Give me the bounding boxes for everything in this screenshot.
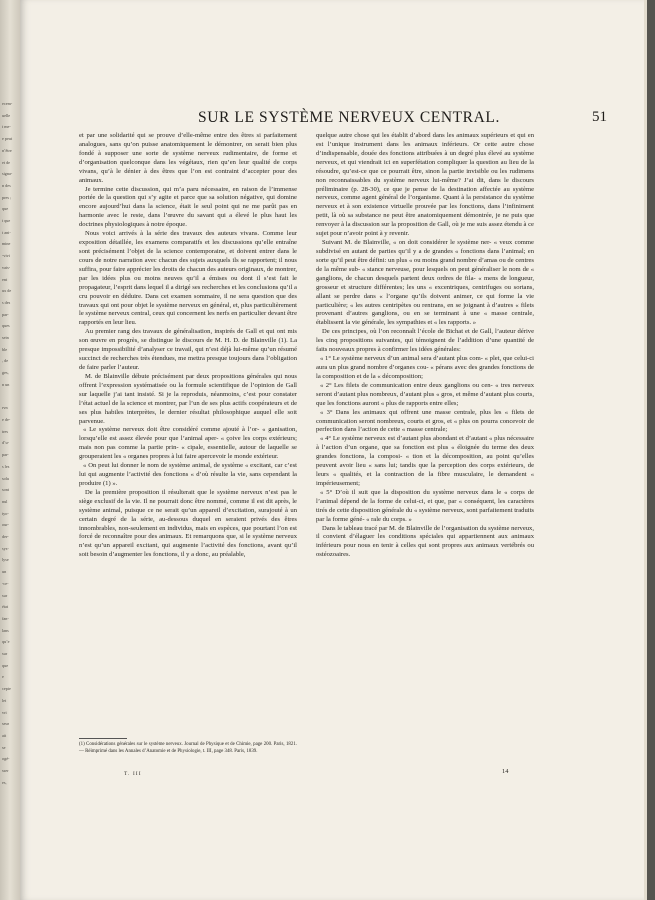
paragraph: et par une solidarité qui se prouve d’elle-même entre des êtres si parfaitement analogues, sans qu’on puisse anatomiquement le démontrer, on serait bien plus fondé à supposer une sorte de système nerveux rudimentaire, de forme et d’organisation quelconque dans les végétaux, rien qu’en leur qualité de corps vivans, qu’à le dénier à des êtres que l’on est contraint d’accepter pour des animaux. — [79, 132, 297, 184]
paragraph: De ces principes, où l’on reconnaît l’école de Bichat et de Gall, l’auteur dérive les cinq propositions suivantes, qui témoignent de l’addition d’une quantité de faits nouveaux propres à confirmer les idées générales: — [316, 328, 534, 354]
quoted-paragraph: « 3° Dans les animaux qui offrent une masse centrale, plus les « filets de communication seront nombreux, courts et gros, et « plus on pourra concevoir de perfection dans l’action de cette « masse centrale; — [316, 408, 534, 434]
left-column — [79, 132, 297, 560]
paragraph: Je termine cette discussion, qui m’a paru nécessaire, en raison de l’immense portée de la question qui s’y agite et parce que sa solution négative, qui domine encore aujourd’hui dans la science, était le seul point qui ne me parût pas en harmonie avec le reste, dans l’œuvre du savant qui a élevé le plus haut les doctrines physiologiques à notre époque. — [79, 185, 297, 229]
paragraph: Suivant M. de Blainville, « on doit considérer le système ner- « veux comme subdivisé en autant de parties qu’il y a de grandes « fonctions dans l’animal; en sorte qu’il peut être défini: un plus « ou moins grand nombre d’amas ou de centres de la même sub- « stance nerveuse, pour lesquels on peut généraliser le nom de « ganglions, de chacun desquels partent deux ordres de fila- « mens de longueur, grosseur et structure différentes; les uns « excentriques, centrifuges ou sortans, allant se perdre dans « l’organe qu’ils doivent animer, ce qui forme la vie particulière; « les autres centripètes ou rentrans, en se joignant à d’autres « filets provenant d’autres ganglions, ou en se terminant à une « masse centrale, établissent la vie générale, les sympathies et « les rapports. » — [316, 239, 534, 327]
paragraph: De la première proposition il résulterait que le système nerveux n’est pas le siège exclusif de la vie. Il ne pourrait donc être nommé, comme il est dit après, le système animal, puisque ce ne serait qu’un appareil d’excitation, surajouté à un certain degré de la série, au-dessous duquel en seraient privés des êtres innombrables, non-seulement en individus, mais en espèces, que pourtant l’on est forcé de reconnaître pour des animaux. Et remarquons que, si le système nerveux n’est qu’un appareil excitant, qui augmente l’activité des fonctions, avant qu’il soit besoin d’augmenter les fonctions, il y a donc, au préalable, — [79, 488, 297, 559]
previous-page-margin-text: ecem- uelle t me- e peut n’être et de signa- n des pres ; que t que t ani- mine -vivi vais- ent ux de s des par- ques sein ble , de ges, n un rvn e de- tres d’u- par- s les solu sont nul tyo- our- der- sys- lyse un -ce- sur état fan- lans qu’e sur que e cepte let vri seur ait se ogé- sser es, — [2, 101, 13, 785]
quoted-paragraph: « On peut lui donner le nom de système animal, de système « excitant, car c’est lui qui augmente l’activité des fonctions « d’où résulte la vie, sans cependant la produire (1) ». — [79, 462, 297, 487]
page-header — [20, 109, 647, 133]
gathering-signature: 14 — [502, 768, 509, 775]
quoted-paragraph: « Le système nerveux doit être considéré comme ajouté à l’or- « ganisation, lorsqu’elle est assez élevée pour que l’animal aper- « çoive les corps extérieurs; mais non pas comme la partie prin- « cipale, essentielle, autour de laquelle se grouperaient les « organes propres à lui faire apercevoir le monde extérieur. — [79, 426, 297, 461]
page-number: 51 — [592, 109, 607, 125]
volume-signature: T. III — [124, 771, 142, 777]
quoted-paragraph: « 2° Les filets de communication entre deux ganglions ou cen- « tres nerveux seront d’autant plus nombreux, d’autant plus « gros, et même d’autant plus courts, que les fonctions auront « plus de rapports entre elles; — [316, 381, 534, 407]
right-column — [316, 132, 534, 560]
quoted-paragraph: « 1° Le système nerveux d’un animal sera d’autant plus com- « plet, que celui-ci aura un plus grand nombre d’organes cou- « pérans avec des grandes fonctions de la composition et de la « décomposition; — [316, 355, 534, 380]
paragraph: Dans le tableau tracé par M. de Blainville de l’organisation du système nerveux, il convient d’élaguer les conditions spéciales qui appartiennent aux animaux inférieurs pour nous en tenir à celles qui sont propres aux animaux vertébrés ou ostéozoaires. — [316, 524, 534, 559]
quoted-paragraph: « 5° D’où il suit que la disposition du système nerveux dans le « corps de l’animal dépend de la forme de celui-ci, et que, par « conséquent, les caractères tirés de cette disposition générale du « système nerveux, sont parfaitement traduits par la forme géné- « rale du corps. » — [316, 488, 534, 523]
paragraph: Nous voici arrivés à la série des travaux des auteurs vivans. Comme leur exposition détaillée, les examens comparatifs et les discussions qu’elle entraîne sont précisément l’objet de la science contemporaine, et doivent entrer dans le cours de notre narration avec chacun des sujets auxquels ils se rapportent; il nous suffira, pour faire apprécier les droits de chacun des auteurs originaux, de montrer, par les idées plus ou moins neuves qu’il a émises ou dont il s’est fait le propagateur, l’esprit dans lequel il a dirigé ses recherches et les conclusions qu’il a cru pouvoir en déduire. Dans cet examen sommaire, il ne sera question que des travaux qui ont pour objet le système nerveux en général, et, plus particulièrement le système nerveux central, ceux qui concernent les nerfs en particulier devant être rapportés en leur lieu. — [79, 230, 297, 327]
paragraph: M. de Blainville débute précisément par deux propositions générales qui nous offrent l’expression systématisée ou la formule scientifique de l’opinion de Gall sur laquelle j’ai tant insisté. Si je la reproduis, néanmoins, c’est pour constater l’état actuel de la science et montrer, par l’un de ses plus actifs coopérateurs et de ses plus habiles interprètes, le dernier résultat philosophique auquel elle soit parvenue. — [79, 372, 297, 425]
footnote-rule — [79, 738, 127, 739]
paragraph: quelque autre chose qui les établit d’abord dans les animaux supérieurs et qui en est l’unique instrument dans les animaux inférieurs. Or cette autre chose d’indispensable, douée des fonctions attribuées à un degré plus élevé au système nerveux, et qui viendrait ici en superfétation compliquer la question au lieu de la résoudre, qu’est-ce que ce pourrait être, sinon la partie invisible ou les rudimens non reconnaissables du système nerveux lui-même? J’ai dit, dans le discours préliminaire (p. 28-30), ce que je pense de la destination affectée au système nerveux, comme agent général de l’organisme. Quant à la persistance du système nerveux et à son existence virtuelle prouvée par les fonctions, dans l’infiniment petit, là où sa substance ne peut être anatomiquement démontrée, je ne puis que renvoyer à la discussion sur la proposition de Gall, où je me suis assez étendu à ce sujet pour n’avoir point à y revenir. — [316, 132, 534, 238]
previous-page-edge — [0, 0, 20, 900]
quoted-paragraph: « 4° Le système nerveux est d’autant plus abondant et d’autant « plus nécessaire à l’action d’un organe, que sa fonction est plus « éloignée du terme des deux grandes fonctions, la composi- « tion et la décomposition, au point qu’elles peuvent avoir lieu « sans lui; tandis que la perception des corps extérieurs, de leurs « qualités, et la contraction de la fibre musculaire, le demandent « impérieusement; — [316, 435, 534, 487]
running-title: SUR LE SYSTÈME NERVEUX CENTRAL. — [198, 109, 500, 126]
paragraph: Au premier rang des travaux de généralisation, inspirés de Gall et qui ont mis son œuvre en progrès, se distingue le discours de M. H. D. de Blainville (1). La presque impossibilité d’analyser ce travail, qui n’est déjà lui-même qu’un résumé succinct de recherches très étendues, me mettra presque toujours dans l’obligation de faire parler l’auteur. — [79, 328, 297, 371]
book-page — [20, 0, 647, 900]
footnote: (1) Considérations générales sur le système nerveux. Journal de Physique et de Chimie, page 200. Paris, 1821. — Réimprimé dans les Annales d’Anatomie et de Physiologie, t. III, page 348. Paris, 1839. — [79, 742, 297, 754]
